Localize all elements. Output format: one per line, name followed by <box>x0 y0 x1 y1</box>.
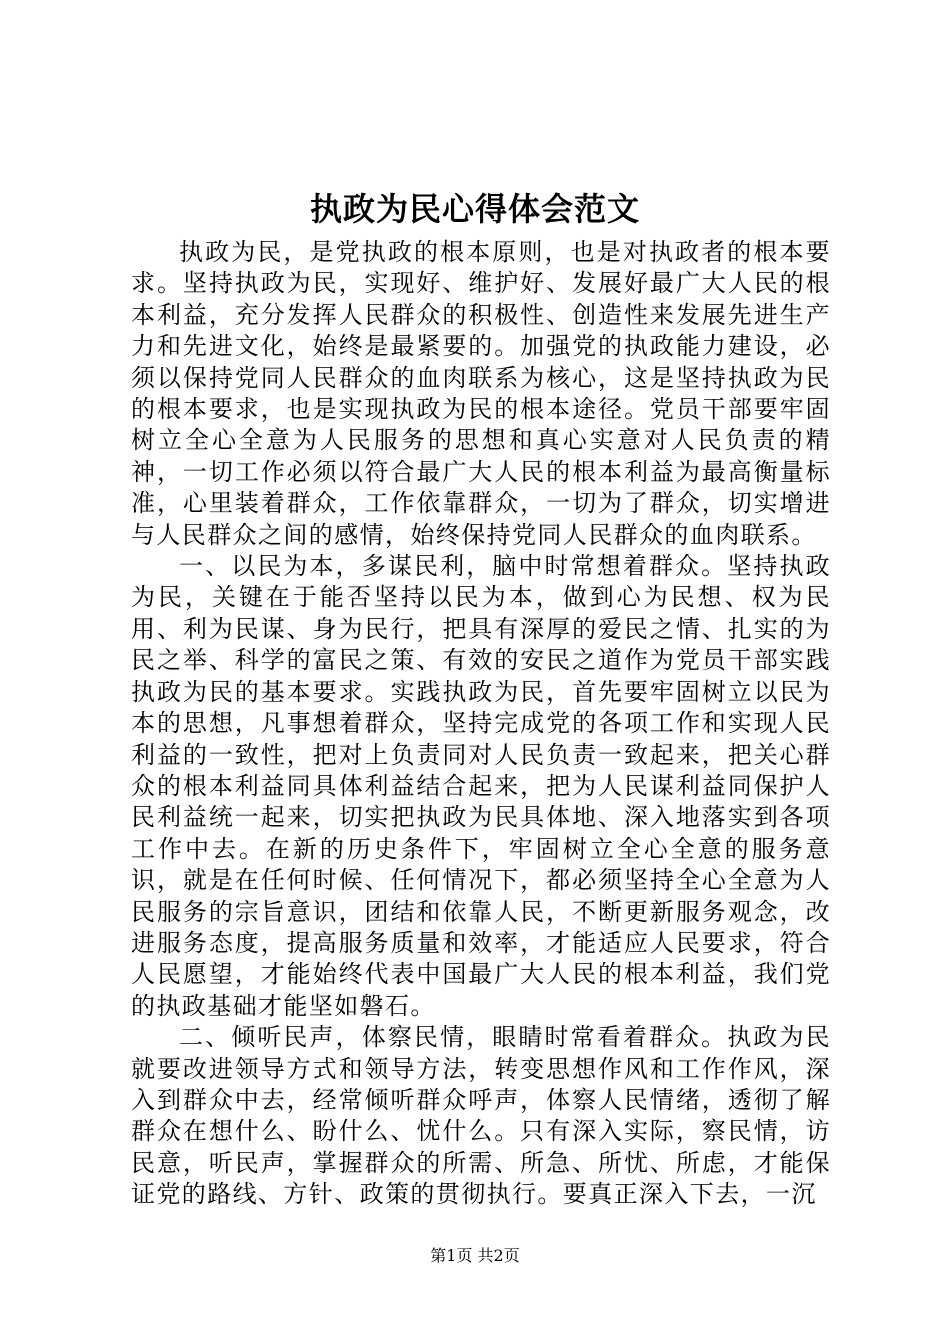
paragraph-intro: 执政为民，是党执政的根本原则，也是对执政者的根本要求。坚持执政为民，实现好、维护好、发展好最广大人民的根本利益，充分发挥人民群众的积极性、创造性来发展先进生产力和先进文化，始终是最紧要的。加强党的执政能力建设，必须以保持党同人民群众的血肉联系为核心，这是坚持执政为民的根本要求，也是实现执政为民的根本途径。党员干部要牢固树立全心全意为人民服务的思想和真心实意对人民负责的精神，一切工作必须以符合最广大人民的根本利益为最高衡量标准，心里装着群众，工作依靠群众，一切为了群众，切实增进与人民群众之间的感情，始终保持党同人民群众的血肉联系。 <box>131 238 831 549</box>
document-title: 执政为民心得体会范文 <box>309 190 640 228</box>
paragraph-section-2: 二、倾听民声，体察民情，眼睛时常看着群众。执政为民就要改进领导方式和领导方法，转变思想作风和工作作风，深入到群众中去，经常倾听群众呼声，体察人民情绪，透彻了解群众在想什么、盼什么、忧什么。只有深入实际，察民情，访民意，听民声，掌握群众的所需、所急、所忧、所虑，才能保证党的路线、方针、政策的贯彻执行。要真正深入下去，一沉 <box>131 1023 831 1209</box>
page-footer: 第1页 共2页 <box>430 1246 520 1265</box>
paragraph-section-1: 一、以民为本，多谋民利，脑中时常想着群众。坚持执政为民，关键在于能否坚持以民为本，做到心为民想、权为民用、利为民谋、身为民行，把具有深厚的爱民之情、扎实的为民之举、科学的富民之策、有效的安民之道作为党员干部实践执政为民的基本要求。实践执政为民，首先要牢固树立以民为本的思想，凡事想着群众，坚持完成党的各项工作和实现人民利益的一致性，把对上负责同对人民负责一致起来，把关心群众的根本利益同具体利益结合起来，把为人民谋利益同保护人民利益统一起来，切实把执政为民具体地、深入地落实到各项工作中去。在新的历史条件下，牢固树立全心全意的服务意识，就是在任何时候、任何情况下，都必须坚持全心全意为人民服务的宗旨意识，团结和依靠人民，不断更新服务观念，改进服务态度，提高服务质量和效率，才能适应人民要求，符合人民愿望，才能始终代表中国最广大人民的根本利益，我们党的执政基础才能坚如磐石。 <box>131 552 831 1020</box>
document-body <box>131 237 831 1211</box>
